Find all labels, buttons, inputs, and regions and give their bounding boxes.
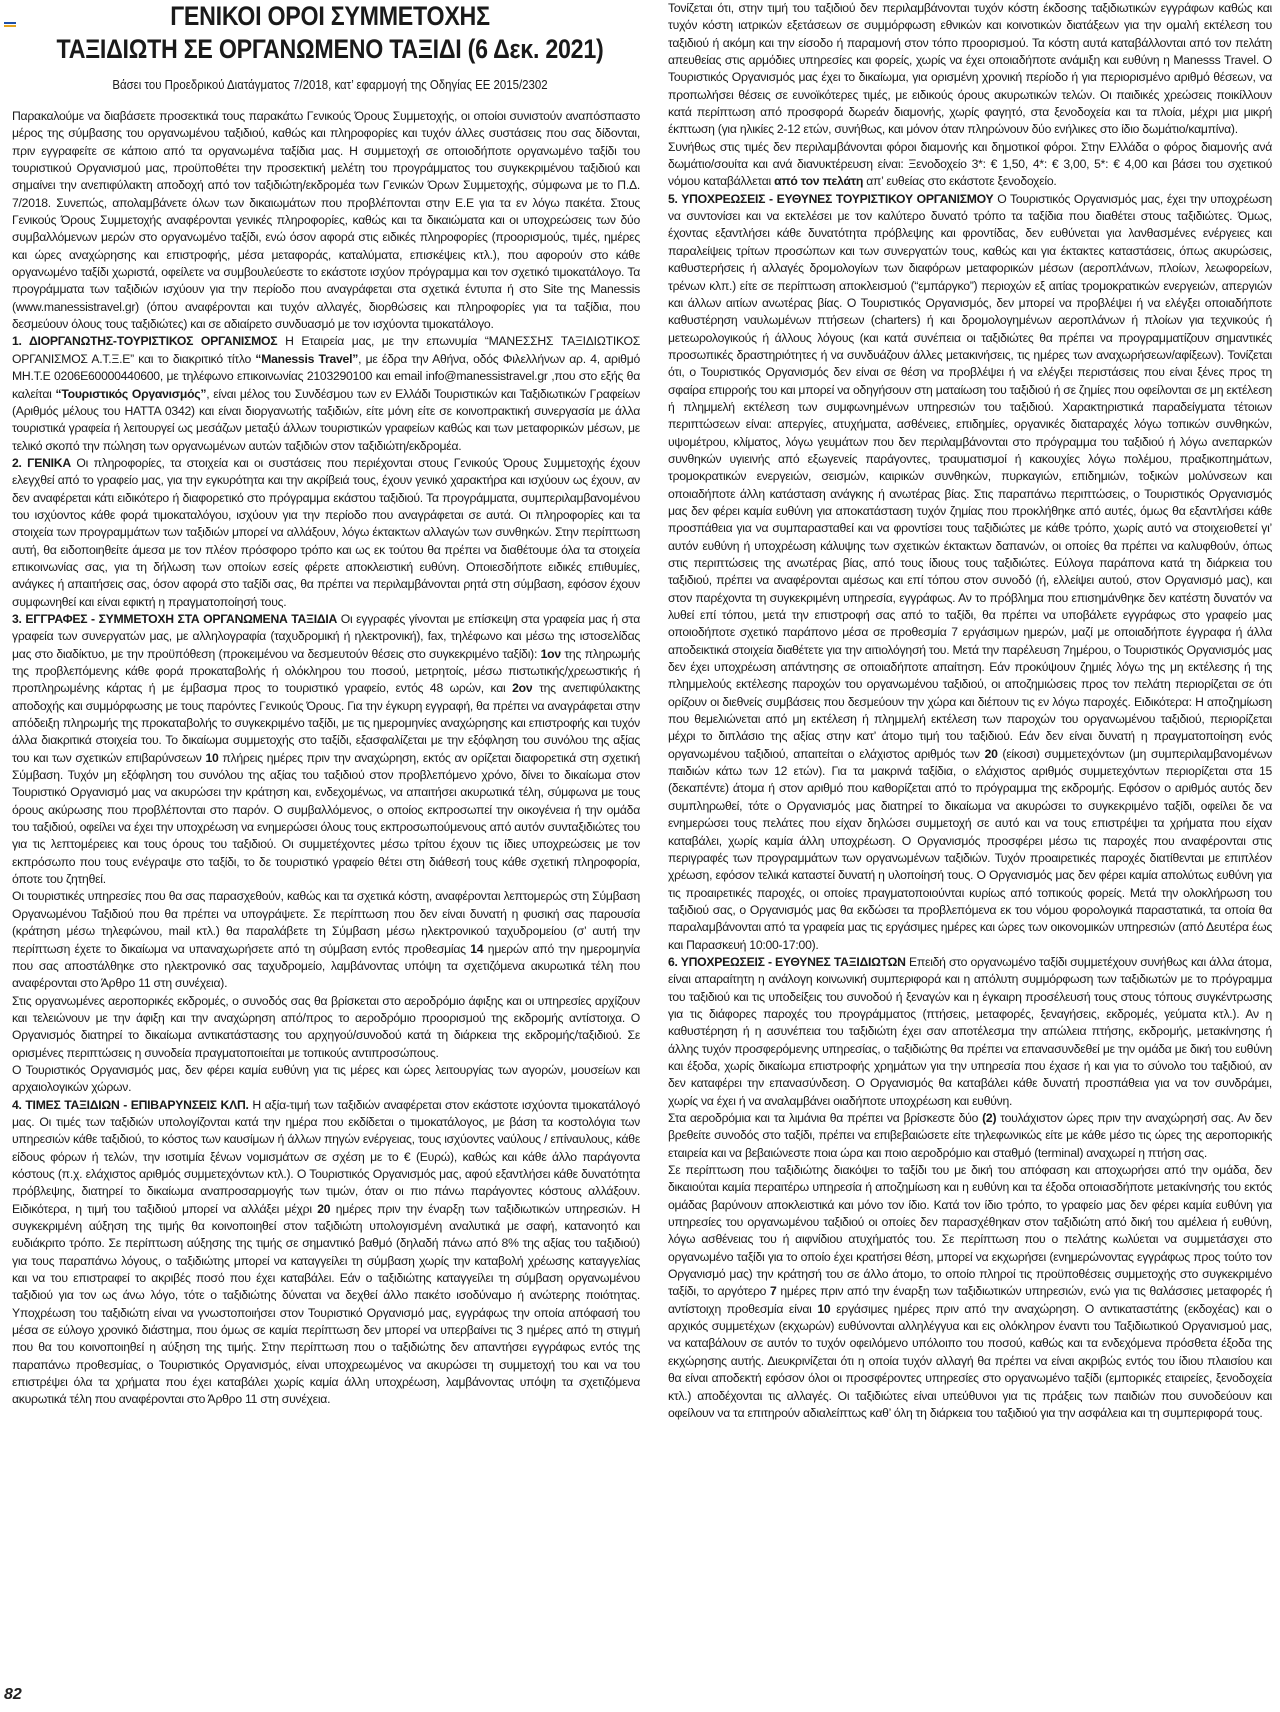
section-3-ten: 10 bbox=[205, 750, 219, 765]
page-title-line-2: ΤΑΞΙΔΙΩΤΗ ΣΕ ΟΡΓΑΝΩΜΕΝΟ ΤΑΞΙΔΙ (6 Δεκ. 2021) bbox=[56, 34, 604, 64]
section-1-heading: 1. ΔΙΟΡΓΑΝΩΤΗΣ-ΤΟΥΡΙΣΤΙΚΟΣ ΟΡΓΑΝΙΣΜΟΣ bbox=[12, 334, 278, 349]
section-5-heading: 5. ΥΠΟΧΡΕΩΣΕΙΣ - ΕΥΘΥΝΕΣ ΤΟΥΡΙΣΤΙΚΟΥ ΟΡΓΑΝΙΣΜΟΥ bbox=[668, 191, 994, 206]
section-4 bbox=[12, 1097, 640, 1409]
section-1-text-b: , με έδρα την Αθήνα, οδός Φιλελλήνων αρ. 4, αριθμό ΜΗ.Τ.Ε 0206Ε60000440600, με τηλέφωνο επικοινωνίας 2103290100 και email info@manessistravel.gr ,που στο εξής θα καλείται bbox=[12, 351, 640, 401]
section-3-paragraph-4: Ο Τουριστικός Οργανισμός μας, δεν φέρει καμία ευθύνη για τις μέρες και ώρες λειτουργίας των αγορών, μουσείων και αρχαιολογικών χώρων. bbox=[12, 1062, 640, 1095]
section-5 bbox=[668, 191, 1272, 954]
page-number: 82 bbox=[4, 1686, 22, 1703]
section-3-fourteen: 14 bbox=[470, 941, 484, 956]
section-3-paragraph-3: Στις οργανωμένες αεροπορικές εκδρομές, ο συνοδός σας θα βρίσκεται στο αεροδρόμιο άφιξης και οι υπηρεσίες αρχίζουν και τελειώνουν με την άφιξη και την αναχώρηση από/προς το αεροδρόμιο προορισμού της εκδρομής αντίστοιχα. Ο Οργανισμός διατηρεί το δικαίωμα αντικατάστασης του αρχηγού/συνοδού κατά τη διάρκεια της εκδρομής/ταξιδιού. Σε ορισμένες περιπτώσεις η συνοδεία πραγματοποιείται με τοπικούς αντιπροσώπους. bbox=[12, 993, 640, 1060]
section-3-first: 1ον bbox=[540, 646, 561, 661]
section-4-text-b: ημέρες πριν την έναρξη των ταξιδιωτικών υπηρεσιών. Η συγκεκριμένη αύξηση της τιμής θα κοινοποιηθεί στον ταξιδιώτη υπολογισμένη αναλυτικά με σαφή, κατανοητό και ευδιάκριτο τρόπο. Σε περίπτωση αύξησης της τιμής σε σημαντικό βαθμό (δηλαδή πάνω από 8% της αξίας του ταξιδιού) για τους παραπάνω λόγους, ο ταξιδιώτης μπορεί να καταγγείλει τη σύμβαση χωρίς την καταβολή χρέωσης καταγγελίας και να του επιστραφεί το ακριβές ποσό που έχει καταβάλει. Εάν ο ταξιδιώτης καταγγείλει τη σύμβαση οργανωμένου ταξιδιού για τον ως άνω λόγο, τότε ο ταξιδιώτης δύναται να δεχθεί άλλο πακέτο ισοδύναμο ή ανώτερης ποιότητας. Υποχρέωση του ταξιδιώτη είναι να γνωστοποιήσει στον Τουριστικό Οργανισμό μας, εγγράφως την οποία απόφασή του μέσα σε εύλογο χρονικό διάστημα, που όμως σε καμία περίπτωση δεν μπορεί να υπερβαίνει τις 3 ημέρες από τη στιγμή που θα του κοινοποιηθεί η αύξηση της τιμής. Στην περίπτωση που ο ταξιδιώτης δεν απαντήσει εγγράφως εντός της παραπάνω προθεσμίας, ο Τουριστικός Οργανισμός, είναι υποχρεωμένος να ακυρώσει τη συμμετοχή του και να του επιστρέψει όλα τα χρήματα που έχει καταβάλει χωρίς καμία άλλη υποχρέωση, λαμβάνοντας υπόψη τα σχετιζόμενα ακυρωτικά τέλη που αναφέρονται στο Άρθρο 11 στη συνέχεια. bbox=[12, 1201, 640, 1407]
section-3-text-d: πλήρεις ημέρες πριν την αναχώρηση, εκτός αν ορίζεται διαφορετικά στη σχετική Σύμβαση. Τυχόν μη εξόφληση του συνόλου της αξίας του ταξιδιού στον προβλεπόμενο χρόνο, δίνει το δικαίωμα στον Τουριστικό Οργανισμό μας να ακυρώσει την κράτηση και, ενδεχομένως, να απαιτήσει ακυρωτικά τέλη, σύμφωνα με τους όρους ακύρωσης που προβλέπονται στο παρόν. Ο συμβαλλόμενος, ο οποίος εκπροσωπεί την οικογένεια ή την ομάδα του ταξιδιού, οφείλει να έχει την υποχρέωση να ενημερώσει όλους τους εκπροσωπούμενους από αυτόν συνταξιδιώτες του για τις λεπτομέρειες και τους όρους του ταξιδιού. Οι συμμετέχοντες μέσω τρίτου έχουν τις ίδιες υποχρεώσεις με τον εκπρόσωπο που τους ενέγραψε στο ταξίδι, το δε τουριστικό γραφείο θέτει στη διάθεσή τους κάθε σχετική πληροφορία, όποτε του ζητηθεί. bbox=[12, 750, 640, 887]
section-4-heading: 4. ΤΙΜΕΣ ΤΑΞΙΔΙΩΝ - ΕΠΙΒΑΡΥΝΣΕΙΣ ΚΛΠ. bbox=[12, 1097, 249, 1112]
section-2 bbox=[12, 455, 640, 611]
right-column bbox=[668, 0, 1272, 1700]
section-3 bbox=[12, 611, 640, 889]
section-1-text-a: Η Εταιρεία μας, με την επωνυμία “ΜΑΝΕΣΣΗΣ ΤΑΞΙΔΙΩΤΙΚΟΣ ΟΡΓΑΝΙΣΜΟΣ Α.Τ.Ξ.Ε” και το διακριτικό τίτλο bbox=[12, 334, 640, 366]
section-3-text-a: Οι εγγραφές γίνονται με επίσκεψη στα γραφεία μας ή στα γραφεία των συνεργατών μας, με αλληλογραφία (ταχυδρομική ή ηλεκτρονική), fax, τηλέφωνο και μέσω της ιστοσελίδας μας στο διαδίκτυο, με την προϋπόθεση (προκειμένου να δεσμευτούν θέσεις στο συγκεκριμένο ταξίδι): bbox=[12, 611, 640, 661]
section-3-p2-a: Οι τουριστικές υπηρεσίες που θα σας παρασχεθούν, καθώς και τα σχετικά κόστη, αναφέρονται λεπτομερώς στη Σύμβαση Οργανωμένου Ταξιδιού που θα πρέπει να υπογράψετε. Σε περίπτωση που δεν είναι δυνατή η φυσική σας παρουσία (κράτηση μέσω τηλεφώνου, mail κτλ.) θα παραλάβετε τη Σύμβαση μέσω ηλεκτρονικού ταχυδρομείου (σ’ αυτή την περίπτωση έχετε το δικαίωμα να υπαναχωρήσετε από τη σύμβαση εντός προθεσμίας bbox=[12, 889, 640, 956]
section-3-paragraph-2 bbox=[12, 888, 640, 992]
tax-text-b: απ’ ευθείας στο εκάστοτε ξενοδοχείο. bbox=[863, 174, 1057, 189]
section-5-text-b: (είκοσι) συμμετεχόντων (μη συμπεριλαμβανομένων παιδιών κάτω των 12 ετών). Για τα μακρινά ταξίδια, ο ελάχιστος αριθμός συμμετεχόντων περιορίζεται στα 15 (δεκαπέντε) άτομα ή στον αριθμό που καθορίζεται από το πρόγραμμα της εκδρομής. Εφόσον ο αριθμός αυτός δεν συμπληρωθεί, τότε ο Οργανισμός μας διατηρεί το δικαίωμα να ακυρώσει το συγκεκριμένο ταξίδι, οφείλει δε να ενημερώσει τους πελάτες που είχαν δηλώσει συμμετοχή σε αυτό και να τους επιστρέψει τα χρήματα που είχαν καταβάλει, χωρίς καμία άλλη υποχρέωση. Ο Οργανισμός προσφέρει μέσω τις παροχές που αναφέρονται στις περιγραφές των προγραμμάτων των οργανωμένων ταξιδιών. Τυχόν προαιρετικές παροχές διατίθενται με επιπλέον χρέωση, εφόσον τελικά καταστεί δυνατή η υλοποίησή τους. Ο Οργανισμός μας δεν φέρει καμία απολύτως ευθύνη για τις προαιρετικές παροχές, οι οποίες πραγματοποιούνται κυρίως από τοπικούς φορείς. Μετά την ολοκλήρωση του ταξιδιού σας, ο Οργανισμός μας θα εκδώσει τα προβλεπόμενα εκ του νόμου φορολογικά παραστατικά, τα οποία θα παραλαμβάνονται από τα γραφεία μας τις εργάσιμες ημέρες και ώρες των οικονομικών υπηρεσιών (από Δευτέρα έως και Παρασκευή 10:00-17:00). bbox=[668, 746, 1272, 952]
tax-text-a: Συνήθως στις τιμές δεν περιλαμβάνονται φόροι διαμονής και δημοτικοί φόροι. Στην Ελλάδα ο φόρος διαμονής ανά δωμάτιο/σουίτα και ανά διανυκτέρευση είναι: Ξενοδοχείο 3*: € 1,50, 4*: € 3,00, 5*: € 4,00 και βάσει του σχετικού νόμου καταβάλλεται bbox=[668, 139, 1272, 189]
brand-name: “Manessis Travel” bbox=[255, 351, 359, 366]
page-title-line-1: ΓΕΝΙΚΟΙ ΟΡΟΙ ΣΥΜΜΕΤΟΧΗΣ bbox=[170, 1, 490, 31]
section-3-second: 2ον bbox=[512, 681, 533, 696]
section-5-text: Ο Τουριστικός Οργανισμός μας, έχει την υποχρέωση να συντονίσει και να εκτελέσει με τον καλύτερο δυνατό τρόπο τα ταξίδια που διαθέτει στους ταξιδιώτες. Όμως, έχοντας εξαντλήσει κάθε δυνατότητα πρόβλεψης και φροντίδας, δεν ευθύνεται για λανθασμένες ενέργειες και παραλείψεις τρίτων προσώπων και των συνεργατών τους, καθώς και για έκτακτες καταστάσεις, όπως ακυρώσεις, καθυστερήσεις ή αλλαγές δρομολογίων των διαφόρων μεταφορικών μέσων (αεροπλάνων, πλοίων, λεωφορείων, τρένων κλπ.) είτε σε περίπτωση αποκλεισμού (“εμπάργκο”) περιοχών εξ αιτίας τρομοκρατικών ενεργειών, απεργιών και άλλων αιτίων ανωτέρας βίας. Ο Τουριστικός Οργανισμός, δεν μπορεί να προβλέψει ή να ελέγξει οποιαδήποτε καθυστέρηση ναυλωμένων πτήσεων (charters) ή και δρομολογημένων αεροπλάνων ή πλοίων για τεχνικούς ή μετεωρολογικούς ή άλλους λόγους (και κατά συνέπεια οι ταξιδιώτες θα πρέπει να προγραμματίζουν σημαντικές προσωπικές δραστηριότητες ή να συνδυάζουν άλλες μετακινήσεις, τις ημέρες των αναχωρήσεων/αφίξεων). Τονίζεται ότι, ο Τουριστικός Οργανισμός δεν είναι σε θέση να προβλέψει ή να ελέγξει περιστάσεις που είναι ξένες προς τη σφαίρα επιρροής του και μπορεί να οδηγήσουν στη ματαίωση του ταξιδιού ή σε ζημίες που οφείλονται σε μη εκτέλεση ή πλημμελή εκτέλεση των συμφωνημένων υπηρεσιών του ταξιδιού. Χαρακτηριστικά παραδείγματα τέτοιων περιπτώσεων είναι: απεργίες, ατυχήματα, ασθένειες, επιδημίες, οργανικές διαταραχές λόγω τοπικών συνθηκών, υψομέτρου, κλίματος, λόγω γευμάτων που δεν περιλαμβάνονται στο πρόγραμμα του ταξιδιού ή λόγω ανεπαρκών συνθηκών υγιεινής από εξωγενείς παράγοντες, τραυματισμοί ή κακουχίες λόγω πολέμου, πραξικοπημάτων, τρομοκρατικών ενεργειών, σεισμών, καιρικών συνθηκών, πυρκαγιών, επιδημιών, τοξικών μολύνσεων και οποιαδήποτε άλλη κατάσταση ανάγκης ή ανωτέρας βίας. Στις παραπάνω περιπτώσεις, ο Τουριστικός Οργανισμός μας δεν φέρει καμία ευθύνη για αποκατάσταση τυχόν ζημίας που προκλήθηκε από αυτές, όμως θα εξαντλήσει κάθε προσπάθεια για να συμπαρασταθεί και να φροντίσει τους ταξιδιώτες με κάθε τρόπο, χωρίς αυτό να στοιχειοθετεί γι’ αυτόν ευθύνη ή υποχρέωση κάλυψης των σχετικών έκτακτων δαπανών, οι οποίες θα πρέπει να καλυφθούν, όπως στις περιπτώσεις της ανωτέρας βίας, από τους ίδιους τους ταξιδιώτες. Εύλογα παράπονα κατά τη διάρκεια του ταξιδιού, πρέπει να αναφέρονται αμέσως και επί τόπου στον συνοδό (ή, ελλείψει αυτού, στον Οργανισμό μας), και στον παρέχοντα τη συγκεκριμένη υπηρεσία, εγγράφως. Αν το πρόβλημα που επισημάνθηκε δεν κατέστη δυνατόν να λυθεί επί τόπου, μετά την επιστροφή σας από το ταξίδι, θα πρέπει να υποβάλετε εγγράφως στο γραφείο μας οποιοδήποτε σχετικό παράπονο μέσα σε προθεσμία 7 εργάσιμων ημερών, μαζί με οποιαδήποτε έγγραφα ή άλλα αποδεικτικά στοιχεία διαθέτετε για την αιτιολόγησή του. Μετά την παρέλευση 7ημέρου, ο Τουριστικός Οργανισμός μας δεν έχει υποχρέωση απάντησης σε οποιαδήποτε απαίτηση. Εάν προκύψουν ζημιές λόγω της μη εκτέλεσης ή της πλημμελούς εκτέλεσης παροχών του οργανωμένου ταξιδιού, οι αποζημιώσεις προς τον πελάτη περιορίζεται σε ότι ορίζουν οι διεθνείς συμβάσεις που δεσμεύουν την χώρα και διέπουν τις εν λόγω παροχές. Ειδικότερα: Η αποζημίωση που θεμελιώνεται από μη εκτέλεση ή πλημμελή εκτέλεση των παροχών του οργανωμένου ταξιδιού, περιορίζεται μέχρι το διπλάσιο της αξίας στην κατ’ άτομο τιμή του ταξιδιού. Εάν δεν είναι δυνατή η πραγματοποίηση ενός οργανωμένου ταξιδιού, απαιτείται ο ελάχιστος αριθμός των bbox=[668, 191, 1272, 761]
section-3-text-c: της ανεπιφύλακτης αποδοχής και συμμόρφωσης με τους παρόντες Γενικούς Όρους. Για την έγκυρη εγγραφή, θα πρέπει να αναγράφεται στην απόδειξη πληρωμής της προκαταβολής το συγκεκριμένο ταξίδι, με τις ημερομηνίες αναχώρησης και επιστροφής και τυχόν άλλα διακριτικά στοιχεία του. Το δικαίωμα συμμετοχής στο ταξίδι, εξασφαλίζεται με την εξόφληση του συνόλου της αξίας του και των σχετικών επιβαρύνσεων bbox=[12, 681, 640, 765]
tax-paragraph bbox=[668, 139, 1272, 191]
page-subtitle: Βάσει του Προεδρικού Διατάγματος 7/2018, κατ’ εφαρμογή της Οδηγίας ΕΕ 2015/2302 bbox=[112, 77, 548, 92]
airports-paragraph bbox=[668, 1110, 1272, 1162]
section-2-heading: 2. ΓΕΝΙΚΑ bbox=[12, 455, 71, 470]
section-5-twenty: 20 bbox=[984, 746, 998, 761]
section-3-p2-b: ημερών από την ημερομηνία που σας αποστάλθηκε στο ηλεκτρονικό σας ταχυδρομείο, λαμβάνοντας υπόψη τα σχετιζόμενα ακυρωτικά τέλη που αναφέρονται στο Άρθρο 11 στη συνέχεια). bbox=[12, 941, 640, 991]
section-6-heading: 6. ΥΠΟΧΡΕΩΣΕΙΣ - ΕΥΘΥΝΕΣ ΤΑΞΙΔΙΩΤΩΝ bbox=[668, 954, 906, 969]
section-2-text: Οι πληροφορίες, τα στοιχεία και οι συστάσεις που περιέχονται στους Γενικούς Όρους Συμμετοχής έχουν ελεγχθεί από το γραφείο μας, για την εγκυρότητα και την ακρίβειά τους, έχουν γενικό χαρακτήρα και ισχύουν ως έχουν, αν δεν αναφέρεται κάτι ειδικότερο ή διαφορετικό στο πρόγραμμα εκάστου ταξιδιού. Τα προγράμματα, συμπεριλαμβανομένου του ισχύοντος κάθε φορά τιμοκαταλόγου, ισχύουν για την περίοδο που αναγράφεται σε αυτά. Οι πληροφορίες και τα στοιχεία των προγραμμάτων των ταξιδιών μπορεί να αλλάξουν, λόγω έκτακτων αλλαγών των συνθηκών. Στην περίπτωση αυτή, θα ειδοποιηθείτε άμεσα με τον πλέον πρόσφορο τρόπο και ως εκ τούτου θα πρέπει να διαθέτουμε όλα τα στοιχεία επικοινωνίας σας, για τη δήλωση των οποίων εσείς φέρετε αποκλειστική ευθύνη. Οποιεσδήποτε ειδικές επιθυμίες, ανάγκες ή απαιτήσεις σας, όσον αφορά στο ταξίδι σας, θα πρέπει να περιλαμβάνονται ρητά στη σύμβαση, εφόσον έχουν συμφωνηθεί και είναι εφικτή η πραγματοποίησή τους. bbox=[12, 455, 640, 609]
header bbox=[10, 0, 650, 94]
airports-bold: (2) bbox=[982, 1111, 997, 1125]
intro-paragraph: Παρακαλούμε να διαβάσετε προσεκτικά τους παρακάτω Γενικούς Όρους Συμμετοχής, οι οποίοι συνιστούν αναπόσπαστο μέρος της σύμβασης του οργανωμένου ταξιδιού, καθώς και πληροφορίες και τυχόν άλλες συστάσεις που σας δίδονται, πριν εγγραφείτε σε κάποιο από τα οργανωμένα ταξίδια μας. Η συμμετοχή σε οποιοδήποτε οργανωμένο ταξίδι του τουριστικού Οργανισμού μας, προϋποθέτει την προσεκτική μελέτη του προγράμματος του συγκεκριμένου ταξιδιού και σημαίνει την ανεπιφύλακτη αποδοχή από τον ταξιδιώτη/εκδρομέα των Γενικών Όρων Συμμετοχής, σύμφωνα με το Π.Δ. 7/2018. Συνεπώς, απολαμβάνετε όλων των δικαιωμάτων που προβλέπονται στην Ε.Ε για τα εν λόγω πακέτα. Στους Γενικούς Όρους Συμμετοχής αναφέρονται γενικές πληροφορίες, καθώς και τα δικαιώματα και οι υποχρεώσεις των δύο συμβαλλόμενων μερών στο οργανωμένο ταξίδι, ενώ όσον αφορά στις ειδικές πληροφορίες (προορισμούς, τιμές, ημέρες και ώρες αναχώρησης και επιστροφής, μέσα μεταφοράς, καταλύματα, επισκέψεις κτλ.), που αφορούν στο κάθε οργανωμένο ταξίδι χωριστά, οφείλετε να συμβουλεύεστε το εκάστοτε ισχύον πρόγραμμα και τον σχετικό τιμοκατάλογο. Τα προγράμματα των ταξιδιών ισχύουν για την περίοδο που αναγράφεται στα σχετικά έντυπα ή στο Site της Manessis (www.manessistravel.gr) (όπου αναφέρονται και τυχόν αλλαγές, διορθώσεις και πληροφορίες για τα ταξίδια, που δεσμεύουν όλους τους ταξιδιώτες) και σε αδιαίρετο συνδυασμό με τον ισχύοντα τιμοκατάλογο. bbox=[12, 109, 640, 332]
tax-bold: από τον πελάτη bbox=[774, 174, 864, 189]
last-seven: 7 bbox=[770, 1284, 777, 1299]
section-4-twenty: 20 bbox=[317, 1201, 331, 1216]
organisation-term: “Τουριστικός Οργανισμός” bbox=[55, 386, 207, 401]
last-text-c: εργάσιμες ημέρες πριν από την αναχώρηση. Ο αντικαταστάτης (εκδοχέας) και ο αρχικός συμμετέχων (εκχωρών) ευθύνονται αλληλέγγυα και εις ολόκληρον έναντι του Ταξιδιωτικού Οργανισμού μας, να καταβάλουν σε αυτόν το τυχόν οφειλόμενο υπόλοιπο του ποσού, καθώς και τα ενδεχόμενα πρόσθετα έξοδα της εκχώρησης αυτής. Διευκρινίζεται ότι η οποία τυχόν αλλαγή θα πρέπει να είναι ακριβώς εντός του ίδιου πλαισίου και θα είναι αποδεκτή εφόσον όλοι οι προσφέροντες υπηρεσίες στο οργανωμένο ταξίδι (εμπορικές εταιρείες, ξενοδοχεία κτλ.) αποδέχονται τις αλλαγές. Οι ταξιδιώτες είναι υπεύθυνοι για τις πράξεις των παιδιών που συνοδεύουν και οφείλουν να τα επιτηρούν αδιαλείπτως καθ’ όλη τη διάρκεια του ταξιδιού για την ασφάλεια και τη συμπεριφορά τους. bbox=[668, 1301, 1272, 1420]
left-column bbox=[12, 108, 640, 1688]
airports-text-b: τουλάχιστον ώρες πριν την αναχώρησή σας. Αν δεν βρεθείτε συνοδός στο ταξίδι, πρέπει να επιβεβαιώσετε είτε τηλεφωνικώς είτε με κάθε μέσο τις ώρες της αεροπορικής εταιρεία και να βεβαιώνεστε ποια ώρα και ποιο αεροδρόμιο και σταθμό (terminal) αναχωρεί η πτήση σας. bbox=[668, 1111, 1272, 1160]
airports-text-a: Στα αεροδρόμια και τα λιμάνια θα πρέπει να βρίσκεστε δύο bbox=[668, 1111, 983, 1125]
section-6-text: Επειδή στο οργανωμένο ταξίδι συμμετέχουν συνήθως και άλλα άτομα, είναι απαραίτητη η ανάλογη κοινωνική συμπεριφορά και η απόλυτη συμμόρφωση των ταξιδιωτών με το πρόγραμμα του ταξιδιού και τις υποδείξεις του συνοδού ή ξεναγών και η έγκαιρη προσέλευσή τους στους τόπους συγκέντρωσης για τις διάφορες παροχές του προγράμματος (πτήσεις, μεταφορές, ξεναγήσεις, εκδρομές, γεύματα κτλ.). Αν η καθυστέρηση ή η ασυνέπεια του ταξιδιώτη έχει σαν αποτέλεσμα την απώλεια πτήσης, εκδρομής, μετακίνησης ή άλλης τυχόν προσφερόμενης υπηρεσίας, ο ταξιδιώτης θα πρέπει να επανασυνδεθεί με την ομάδα με δική του ευθύνη και έξοδα, χωρίς δικαίωμα επιστροφής χρημάτων για την υπηρεσία που έχασε ή και για το σύνολο του ταξιδιού, αν δεν καταφέρει την επανασύνδεση. Ο Οργανισμός θα καταβάλει κάθε δυνατή προσπάθεια για να τον συνδράμει, χωρίς να έχει ή να αναλαμβάνει οιαδήποτε υποχρέωση και ευθύνη. bbox=[668, 954, 1272, 1108]
section-4-text-a: Η αξία-τιμή των ταξιδιών αναφέρεται στον εκάστοτε ισχύοντα τιμοκατάλογό μας. Οι τιμές των ταξιδιών υπολογίζονται κατά την ημέρα που εκδίδεται ο τιμοκατάλογος, με βάση τα κοστολόγια των υπηρεσιών κάθε ταξιδιού, το κόστος των καυσίμων ή άλλων πηγών ενέργειας, τους ισχύοντες ναύλους / επίναυλους, κάθε είδους φόρων ή τελών, την ισοτιμία ξένων νομισμάτων σε σχέση με το € (Ευρώ), καθώς και κάθε άλλο παράγοντα κόστους (π.χ. ελάχιστος αριθμός συμμετεχόντων κτλ.). Ο Τουριστικός Οργανισμός μας, αφού εξαντλήσει κάθε δυνατότητα πρόβλεψης, διατηρεί το δικαίωμα αναπροσαρμογής των τιμών, όταν οι πιο πάνω παράγοντες κόστους αλλάξουν. Ειδικότερα, η τιμή του ταξιδιού μπορεί να αλλάξει μέχρι bbox=[12, 1097, 640, 1216]
last-paragraph bbox=[668, 1162, 1272, 1422]
section-1-text-c: , είναι μέλος του Συνδέσμου των εν Ελλάδι Τουριστικών και Ταξιδιωτικών Γραφείων (Αριθμός μέλους του HATTA 0342) και είναι διοργανωτής ταξιδιών, είτε μόνη είτε σε κοινοπρακτική συνεργασία με άλλα τουριστικά γραφεία ή λειτουργεί ως μεσάζων μεταξύ άλλων τουριστικών γραφείων καθώς και των μεταφορικών μέσων, με τελικό σκοπό την πώληση των οργανωμένων αυτών ταξιδιών στον ταξιδιώτη/εκδρομέα. bbox=[12, 386, 640, 453]
last-text-a: Σε περίπτωση που ταξιδιώτης διακόψει το ταξίδι του με δική του απόφαση και αποχωρήσει από την ομάδα, δεν δικαιούται καμία περαιτέρω υπηρεσία ή αποζημίωση και η ευθύνη και τα έξοδα οποιασδήποτε μετακίνησής του εκτός ομάδας βαρύνουν αποκλειστικά και μόνο τον ίδιο. Κατά τον ίδιο τρόπο, το γραφείο μας δεν φέρει καμία ευθύνη για υπηρεσίες του οργανωμένου ταξιδιού οι οποίες δεν παρασχέθηκαν στον ταξιδιώτη από δική του αμέλεια ή ευθύνη, λόγω ασθένειας του ή αιφνίδιου ατυχήματός του. Σε περίπτωση που ο πελάτης κωλύεται να συμμετάσχει στο οργανωμένο ταξίδι για το οποίο έχει κρατήσει θέση, μπορεί να εκχωρήσει (ενημερώνοντας εγγράφως προς τούτο τον Οργανισμό μας) την κράτησή του σε άλλο άτομο, το οποίο πληροί τις προϋποθέσεις συμμετοχής στο συγκεκριμένο ταξίδι, το αργότερο bbox=[668, 1163, 1272, 1299]
section-6 bbox=[668, 954, 1272, 1110]
price-note-paragraph: Τονίζεται ότι, στην τιμή του ταξιδιού δεν περιλαμβάνονται τυχόν κόστη έκδοσης ταξιδιωτικών εγγράφων καθώς και τυχόν κόστη ιατρικών εξετάσεων σε συμμόρφωση εθνικών και κοινοτικών διατάξεων για την ομαλή εκτέλεση του ταξιδιού ή ακόμη και την είσοδο ή παραμονή στον τόπο προορισμού. Τα κόστη αυτά καταβάλλονται από τον πελάτη απευθείας στις αρμόδιες υπηρεσίες και φορείς, χωρίς να έχει οποιαδήποτε ανάμιξη και ευθύνη η Manesss Travel. Ο Τουριστικός Οργανισμός μας έχει το δικαίωμα, για ορισμένη χρονική περίοδο ή για περιορισμένο αριθμό θέσεων, να προπωλήσει θέσεις σε ευνοϊκότερες τιμές, με ειδικούς όρους ακυρωτικών τελών. Οι παιδικές χρεώσεις ποικίλλουν κατά περίπτωση από προσφορά δωρεάν διαμονής, χωρίς φαγητό, στα ξενοδοχεία και τα πλοία, μέχρι μια μικρή έκπτωση (για ηλικίες 2-12 ετών, συνήθως, και μόνον όταν πληρώνουν δύο ενήλικες στο ίδιο δωμάτιο/καμπίνα). bbox=[668, 1, 1272, 137]
section-3-heading: 3. ΕΓΓΡΑΦΕΣ - ΣΥΜΜΕΤΟΧΗ ΣΤΑ ΟΡΓΑΝΩΜΕΝΑ ΤΑΞΙΔΙΑ bbox=[12, 611, 338, 626]
section-1 bbox=[12, 333, 640, 454]
last-text-b: ημέρες πριν από την έναρξη των ταξιδιωτικών υπηρεσιών, ενώ για τις θαλάσσιες μεταφορές ή αντίστοιχη προθεσμία είναι bbox=[668, 1284, 1272, 1316]
last-ten: 10 bbox=[817, 1301, 831, 1316]
section-3-text-b: της πληρωμής της προβλεπόμενης κάθε φορά προκαταβολής ή ολόκληρου του ποσού, μετρητοίς, μέσω πιστωτικής/χρεωστικής ή προπληρωμένης κάρτας ή με έμβασμα προς το τουριστικό γραφείο, εντός 48 ωρών, και bbox=[12, 646, 640, 696]
